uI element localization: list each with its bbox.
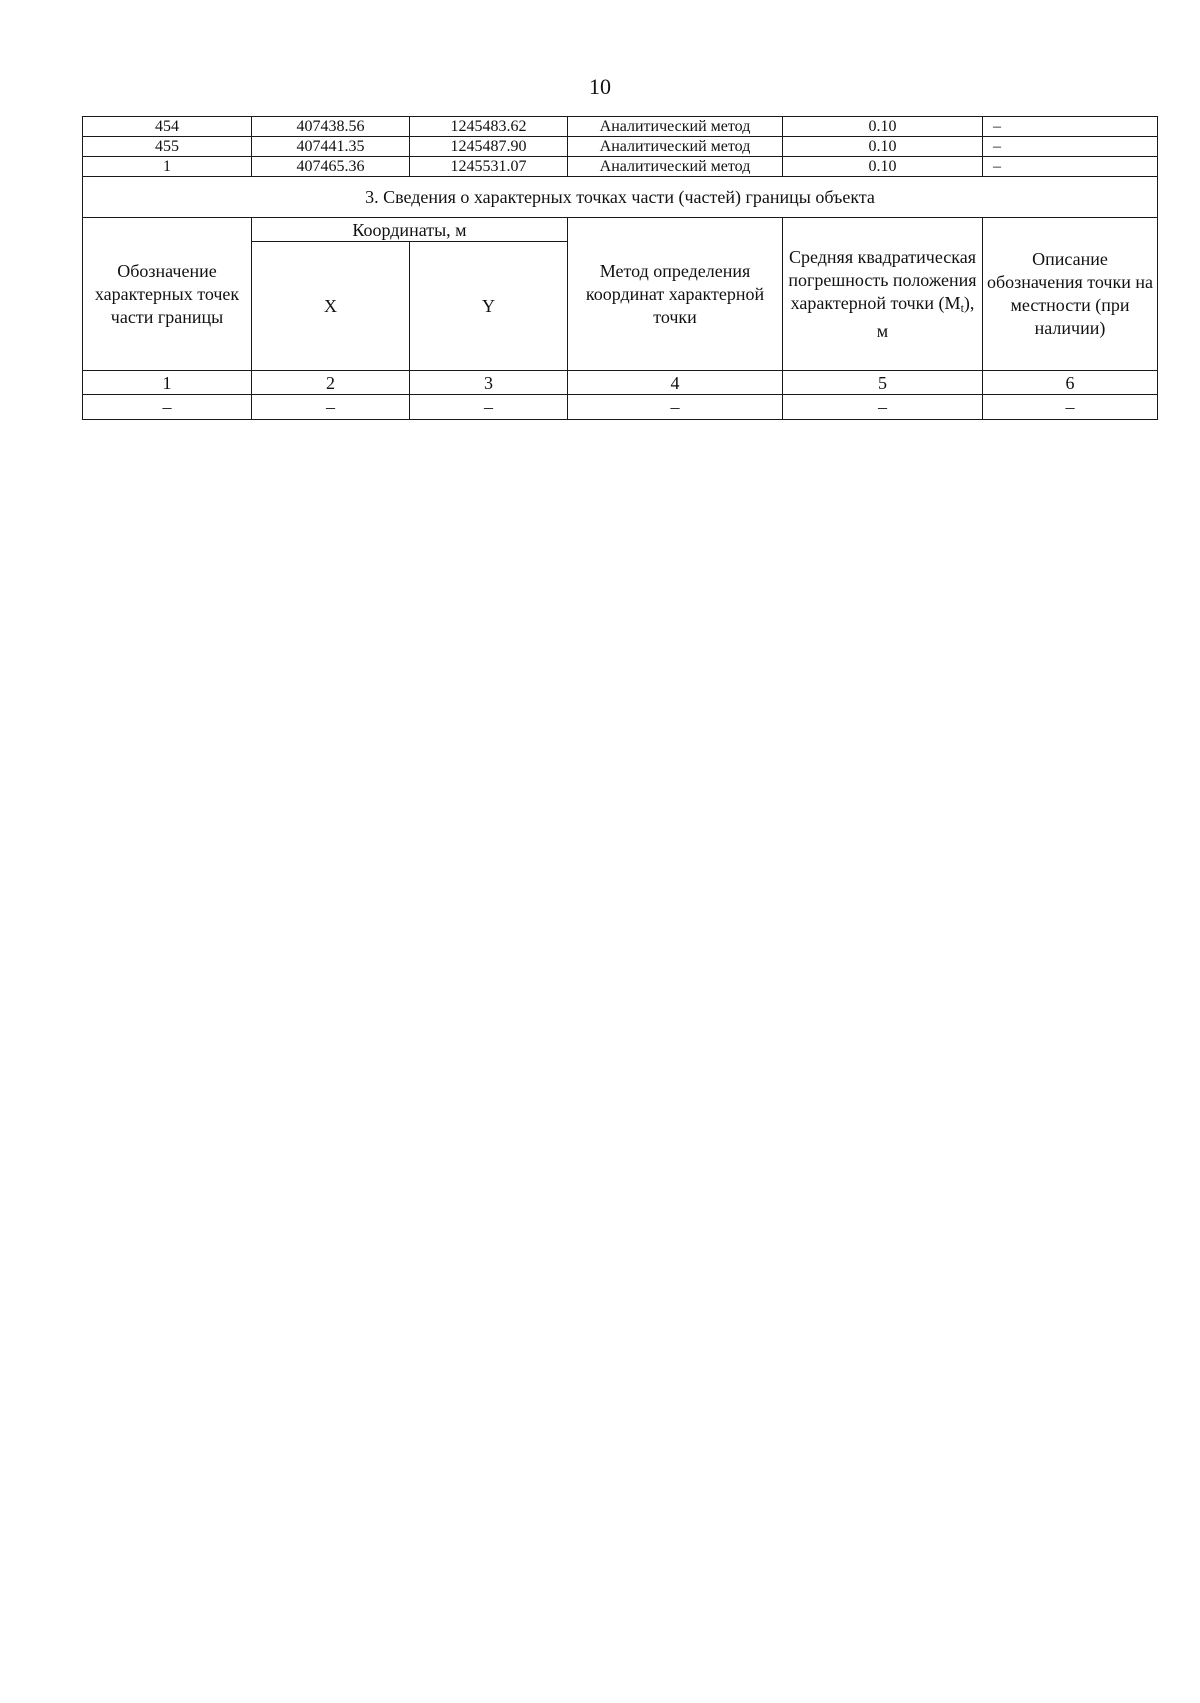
cell-y: 1245483.62 bbox=[410, 117, 568, 137]
cell-method: Аналитический метод bbox=[568, 137, 783, 157]
section-row bbox=[83, 177, 1158, 218]
header-coordinates: Координаты, м bbox=[252, 218, 568, 242]
cell-empty: – bbox=[568, 395, 783, 420]
cell-y: 1245487.90 bbox=[410, 137, 568, 157]
page-number: 10 bbox=[589, 74, 611, 99]
cell-method: Аналитический метод bbox=[568, 117, 783, 137]
cell-x: 407465.36 bbox=[252, 157, 410, 177]
column-number: 5 bbox=[783, 371, 983, 395]
cell-point: 455 bbox=[83, 137, 252, 157]
header-error-main: Средняя квадратическая погрешность положения характерной точки (M bbox=[788, 246, 977, 313]
cell-description: – bbox=[983, 157, 1158, 177]
cell-error: 0.10 bbox=[783, 157, 983, 177]
header-y: Y bbox=[410, 242, 568, 371]
cell-x: 407438.56 bbox=[252, 117, 410, 137]
header-error bbox=[783, 218, 983, 371]
header-designation: Обозначение характерных точек части границы bbox=[83, 218, 252, 371]
points-table bbox=[82, 116, 1158, 420]
column-number: 6 bbox=[983, 371, 1158, 395]
cell-empty: – bbox=[983, 395, 1158, 420]
column-number: 2 bbox=[252, 371, 410, 395]
cell-point: 1 bbox=[83, 157, 252, 177]
header-error-tail: ), м bbox=[876, 292, 975, 341]
header-x: X bbox=[252, 242, 410, 371]
table-row bbox=[83, 395, 1158, 420]
column-number: 4 bbox=[568, 371, 783, 395]
section-title: 3. Сведения о характерных точках части (частей) границы объекта bbox=[83, 177, 1158, 218]
cell-x: 407441.35 bbox=[252, 137, 410, 157]
column-number-row bbox=[83, 371, 1158, 395]
header-row bbox=[83, 218, 1158, 242]
cell-y: 1245531.07 bbox=[410, 157, 568, 177]
cell-description: – bbox=[983, 117, 1158, 137]
cell-empty: – bbox=[252, 395, 410, 420]
cell-description: – bbox=[983, 137, 1158, 157]
header-error-subscript: t bbox=[960, 300, 964, 315]
column-number: 1 bbox=[83, 371, 252, 395]
cell-empty: – bbox=[83, 395, 252, 420]
table-row bbox=[83, 117, 1158, 137]
cell-empty: – bbox=[410, 395, 568, 420]
cell-error: 0.10 bbox=[783, 117, 983, 137]
cell-method: Аналитический метод bbox=[568, 157, 783, 177]
header-method: Метод определения координат характерной точки bbox=[568, 218, 783, 371]
table-row bbox=[83, 137, 1158, 157]
cell-error: 0.10 bbox=[783, 137, 983, 157]
header-description: Описание обозначения точки на местности (при наличии) bbox=[983, 218, 1158, 371]
table-row bbox=[83, 157, 1158, 177]
cell-empty: – bbox=[783, 395, 983, 420]
cell-point: 454 bbox=[83, 117, 252, 137]
column-number: 3 bbox=[410, 371, 568, 395]
